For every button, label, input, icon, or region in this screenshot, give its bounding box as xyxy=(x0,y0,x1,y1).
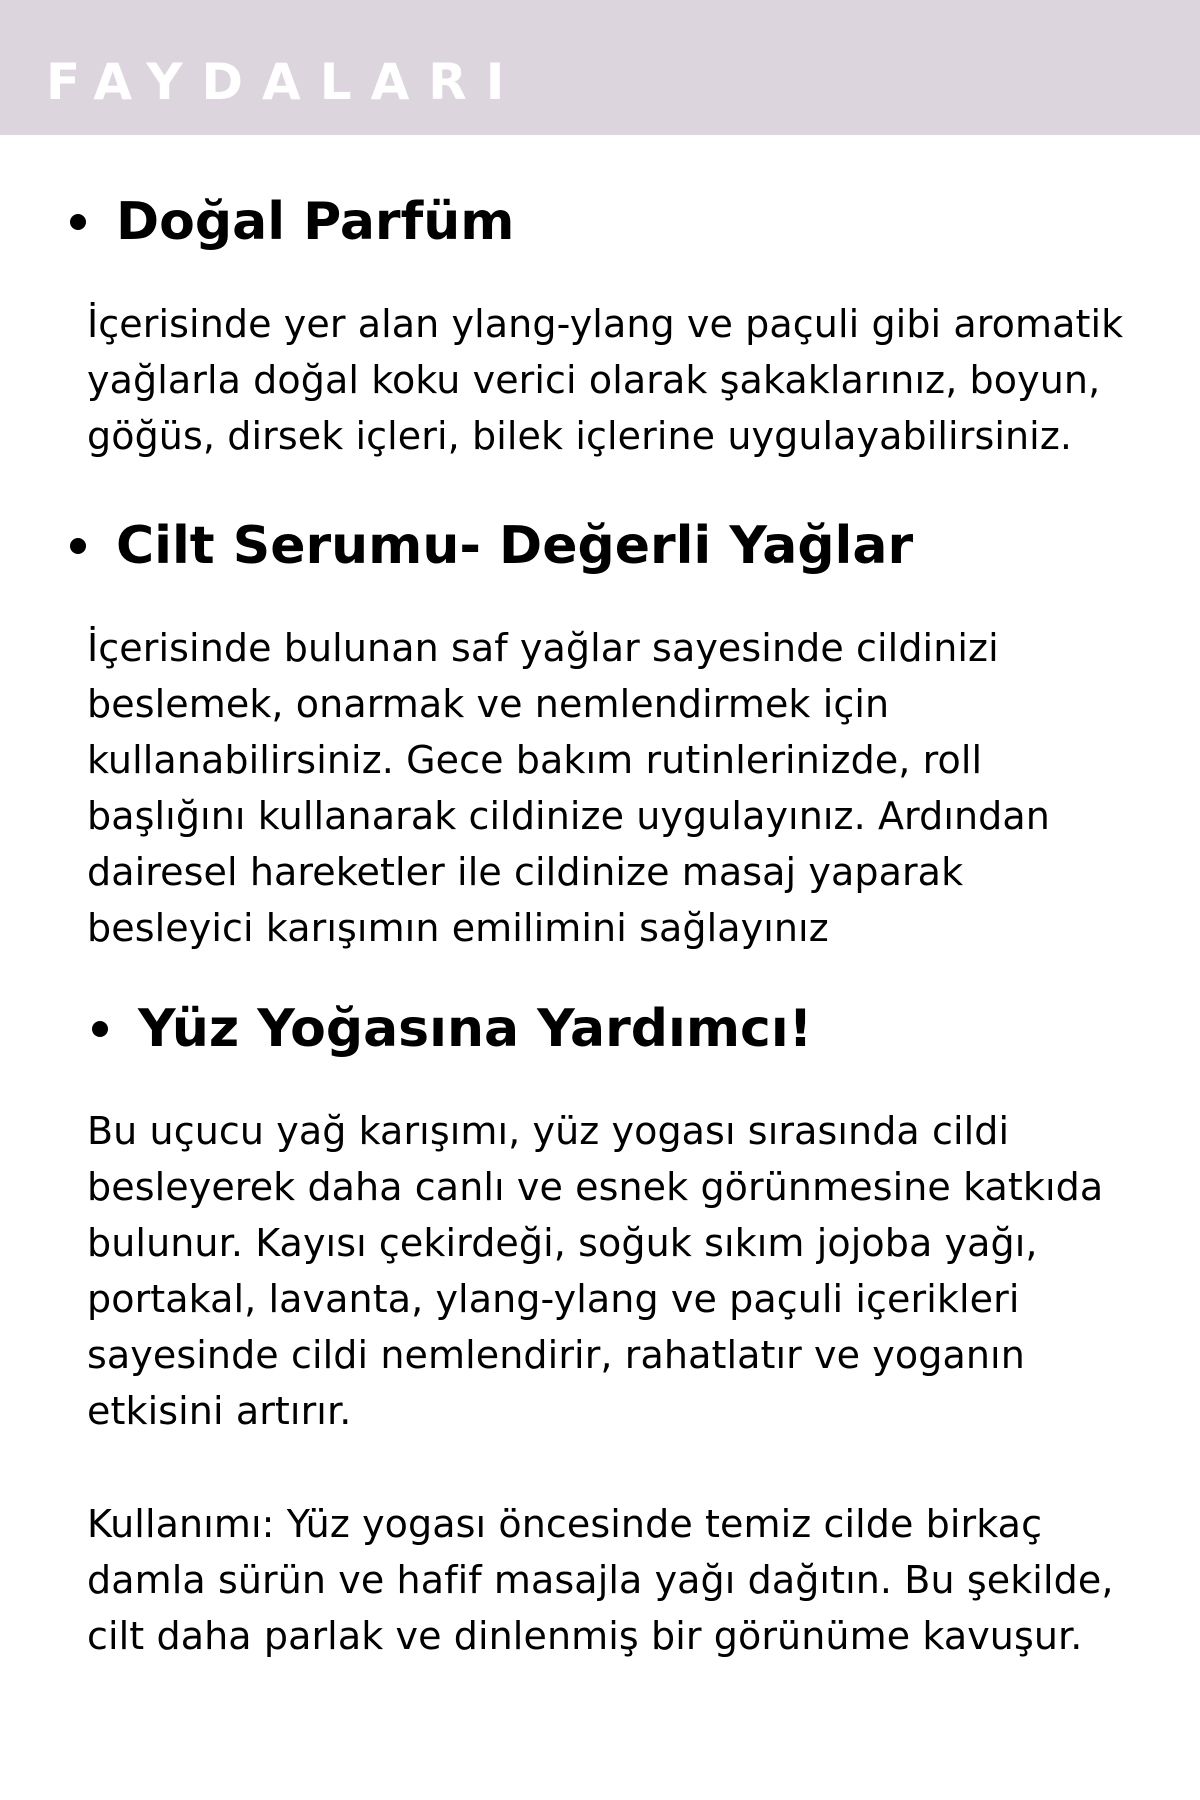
section-heading-label: Cilt Serumu- Değerli Yağlar xyxy=(116,516,914,576)
section-heading-natural-perfume xyxy=(70,190,514,254)
section-paragraph-skin-serum: İçerisinde bulunan saf yağlar sayesinde cildinizi beslemek, onarmak ve nemlendirmek için kullanabilirsiniz. Gece bakım rutinlerinizde, roll başlığını kullanarak cildinize uygulayınız. Ardından dairesel hareketler ile cildinize masaj yaparak besleyici karışımın emilimini sağlayınız xyxy=(87,626,1050,950)
section-heading-label: Yüz Yoğasına Yardımcı! xyxy=(138,999,813,1059)
section-heading-skin-serum xyxy=(70,514,913,578)
header-band xyxy=(0,0,1200,135)
bullet-icon xyxy=(70,214,86,230)
section-paragraph-face-yoga: Bu uçucu yağ karışımı, yüz yogası sırasında cildi besleyerek daha canlı ve esnek görünmesine katkıda bulunur. Kayısı çekirdeği, soğuk sıkım jojoba yağı, portakal, lavanta, ylang-ylang ve paçuli içerikleri sayesinde cildi nemlendirir, rahatlatır ve yoganın etkisini artırır. xyxy=(87,1109,1104,1433)
bullet-icon xyxy=(70,538,86,554)
section-heading-label: Doğal Parfüm xyxy=(116,192,515,252)
section-paragraph-natural-perfume: İçerisinde yer alan ylang-ylang ve paçuli gibi aromatik yağlarla doğal koku verici olarak şakaklarınız, boyun, göğüs, dirsek içleri, bilek içlerine uygulayabilirsiniz. xyxy=(87,302,1124,458)
bullet-icon xyxy=(92,1021,108,1037)
page-title: FAYDALARI xyxy=(46,53,524,111)
usage-paragraph: Kullanımı: Yüz yogası öncesinde temiz cilde birkaç damla sürün ve hafif masajla yağı dağıtın. Bu şekilde, cilt daha parlak ve dinlenmiş bir görünüme kavuşur. xyxy=(87,1502,1114,1658)
section-heading-face-yoga xyxy=(92,997,812,1061)
